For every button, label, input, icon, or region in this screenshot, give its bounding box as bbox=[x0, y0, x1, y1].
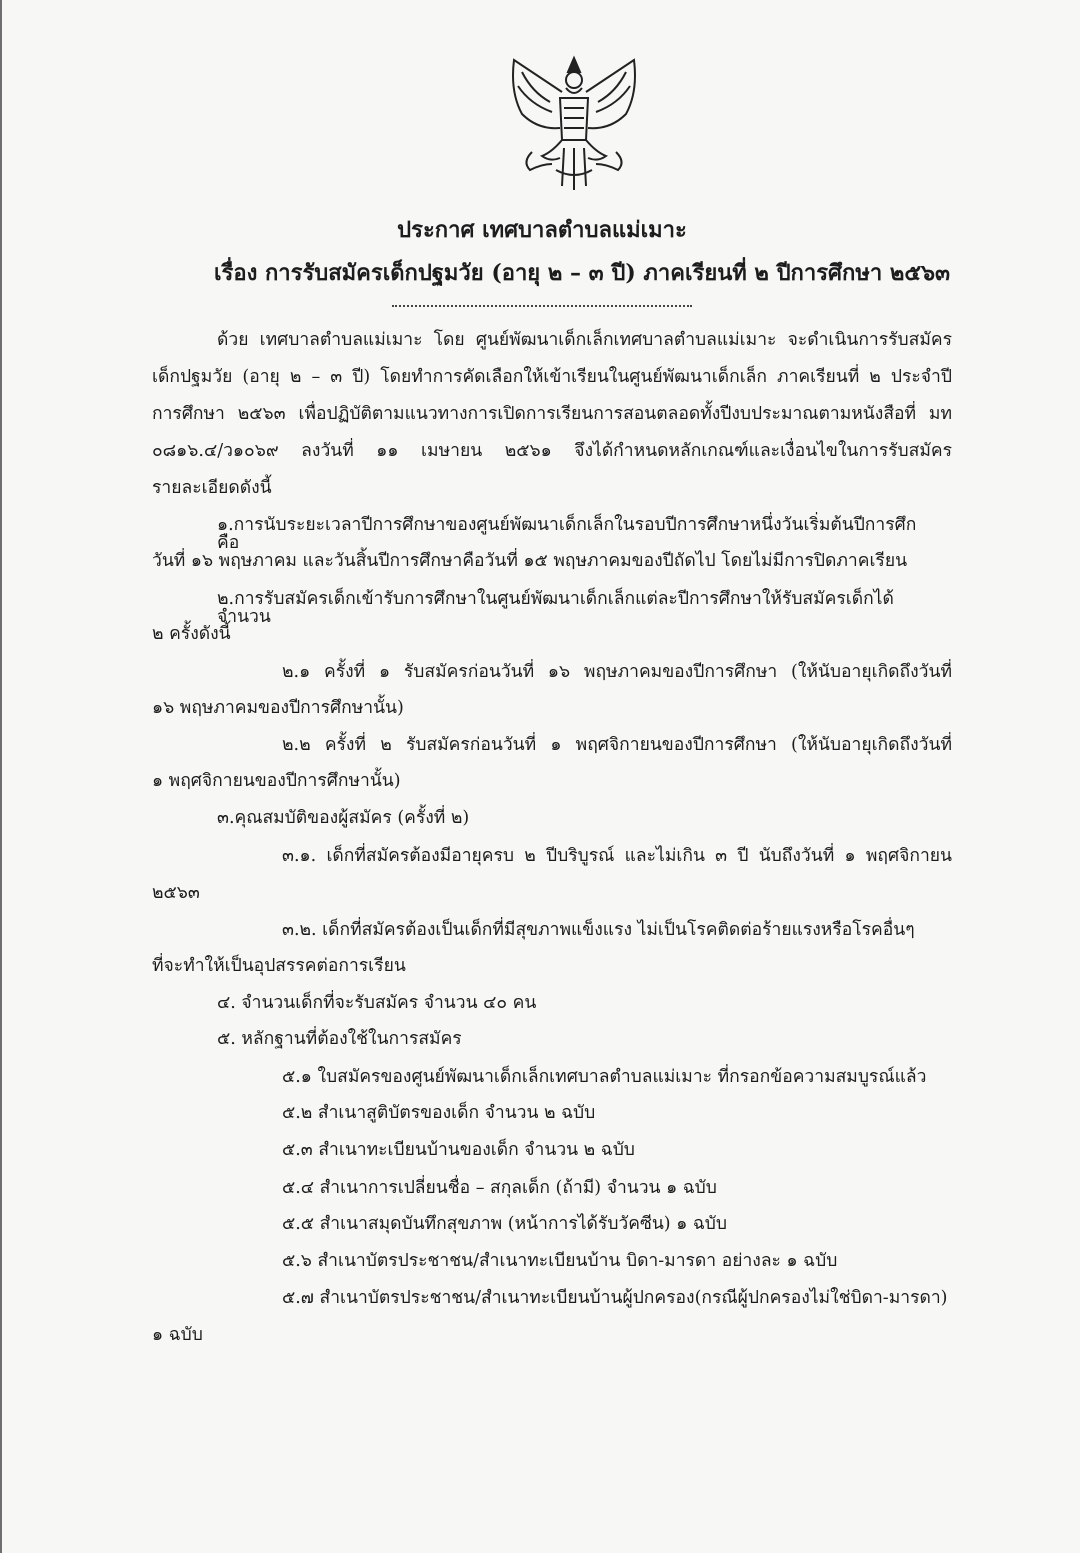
item-3-1-line: ๓.๑. เด็กที่สมัครต้องมีอายุครบ ๒ ปีบริบูรณ์ และไม่เกิน ๓ ปี นับถึงวันที่ ๑ พฤศจิกายน bbox=[282, 846, 952, 866]
item-1-line: วันที่ ๑๖ พฤษภาคม และวันสิ้นปีการศึกษาคือวันที่ ๑๕ พฤษภาคมของปีถัดไป โดยไม่มีการปิดภาคเรียน bbox=[152, 551, 908, 571]
divider-dotted bbox=[392, 305, 692, 307]
item-4: ๔. จำนวนเด็กที่จะรับสมัคร จำนวน ๔๐ คน bbox=[217, 993, 537, 1013]
list-item: ๕.๓ สำเนาทะเบียนบ้านของเด็ก จำนวน ๒ ฉบับ bbox=[282, 1140, 635, 1160]
list-item: ๕.๔ สำเนาการเปลี่ยนชื่อ – สกุลเด็ก (ถ้ามี) จำนวน ๑ ฉบับ bbox=[282, 1178, 717, 1198]
item-2-2-line: ๑ พฤศจิกายนของปีการศึกษานั้น) bbox=[152, 771, 401, 791]
announcement-title: ประกาศ เทศบาลตำบลแม่เมาะ bbox=[397, 217, 687, 243]
item-3-heading: ๓.คุณสมบัติของผู้สมัคร (ครั้งที่ ๒) bbox=[217, 808, 470, 828]
item-2-1-line: ๒.๑ ครั้งที่ ๑ รับสมัครก่อนวันที่ ๑๖ พฤษภาคมของปีการศึกษา (ให้นับอายุเกิดถึงวันที่ bbox=[282, 662, 952, 682]
item-2-2-line: ๒.๒ ครั้งที่ ๒ รับสมัครก่อนวันที่ ๑ พฤศจิกายนของปีการศึกษา (ให้นับอายุเกิดถึงวันที่ bbox=[282, 735, 952, 755]
intro-line: การศึกษา ๒๕๖๓ เพื่อปฏิบัติตามแนวทางการเปิดการเรียนการสอนตลอดทั้งปีงบประมาณตามหนังสือที่ มท bbox=[152, 404, 952, 424]
list-item-continuation: ๑ ฉบับ bbox=[152, 1325, 203, 1345]
intro-line: ด้วย เทศบาลตำบลแม่เมาะ โดย ศูนย์พัฒนาเด็กเล็กเทศบาลตำบลแม่เมาะ จะดำเนินการรับสมัคร bbox=[217, 330, 952, 350]
item-2-line: ๒.การรับสมัครเด็กเข้ารับการศึกษาในศูนย์พัฒนาเด็กเล็กแต่ละปีการศึกษาให้รับสมัครเด็กได้จำนวน bbox=[217, 589, 894, 627]
item-1-line: ๑.การนับระยะเวลาปีการศึกษาของศูนย์พัฒนาเด็กเล็กในรอบปีการศึกษาหนึ่งวันเริ่มต้นปีการศึกคือ bbox=[217, 515, 917, 553]
item-2-line: ๒ ครั้งดังนี้ bbox=[152, 624, 231, 644]
item-3-2-line: ๓.๒. เด็กที่สมัครต้องเป็นเด็กที่มีสุขภาพแข็งแรง ไม่เป็นโรคติดต่อร้ายแรงหรือโรคอื่นๆ bbox=[282, 920, 915, 940]
intro-line: เด็กปฐมวัย (อายุ ๒ – ๓ ปี) โดยทำการคัดเลือกให้เข้าเรียนในศูนย์พัฒนาเด็กเล็ก ภาคเรียนที่ ๒ ประจำปี bbox=[152, 367, 952, 387]
list-item: ๕.๕ สำเนาสมุดบันทึกสุขภาพ (หน้าการได้รับวัคซีน) ๑ ฉบับ bbox=[282, 1214, 728, 1234]
item-3-1-line: ๒๕๖๓ bbox=[152, 883, 200, 903]
item-2-1-line: ๑๖ พฤษภาคมของปีการศึกษานั้น) bbox=[152, 698, 404, 718]
item-5-heading: ๕. หลักฐานที่ต้องใช้ในการสมัคร bbox=[217, 1029, 462, 1049]
list-item: ๕.๒ สำเนาสูติบัตรของเด็ก จำนวน ๒ ฉบับ bbox=[282, 1103, 596, 1123]
garuda-emblem-icon bbox=[502, 52, 647, 192]
list-item: ๕.๖ สำเนาบัตรประชาชน/สำเนาทะเบียนบ้าน บิดา-มารดา อย่างละ ๑ ฉบับ bbox=[282, 1251, 838, 1271]
intro-line: ๐๘๑๖.๔/ว๑๐๖๙ ลงวันที่ ๑๑ เมษายน ๒๕๖๑ จึงได้กำหนดหลักเกณฑ์และเงื่อนไขในการรับสมัคร bbox=[152, 441, 952, 461]
list-item: ๕.๑ ใบสมัครของศูนย์พัฒนาเด็กเล็กเทศบาลตำบลแม่เมาะ ที่กรอกข้อความสมบูรณ์แล้ว bbox=[282, 1067, 927, 1087]
announcement-subject: เรื่อง การรับสมัครเด็กปฐมวัย (อายุ ๒ – ๓ ปี) ภาคเรียนที่ ๒ ปีการศึกษา ๒๕๖๓ bbox=[214, 260, 950, 286]
intro-line: รายละเอียดดังนี้ bbox=[152, 478, 272, 498]
list-item: ๕.๗ สำเนาบัตรประชาชน/สำเนาทะเบียนบ้านผู้ปกครอง(กรณีผู้ปกครองไม่ใช่บิดา-มารดา) bbox=[282, 1288, 948, 1308]
item-3-2-line: ที่จะทำให้เป็นอุปสรรคต่อการเรียน bbox=[152, 956, 406, 976]
